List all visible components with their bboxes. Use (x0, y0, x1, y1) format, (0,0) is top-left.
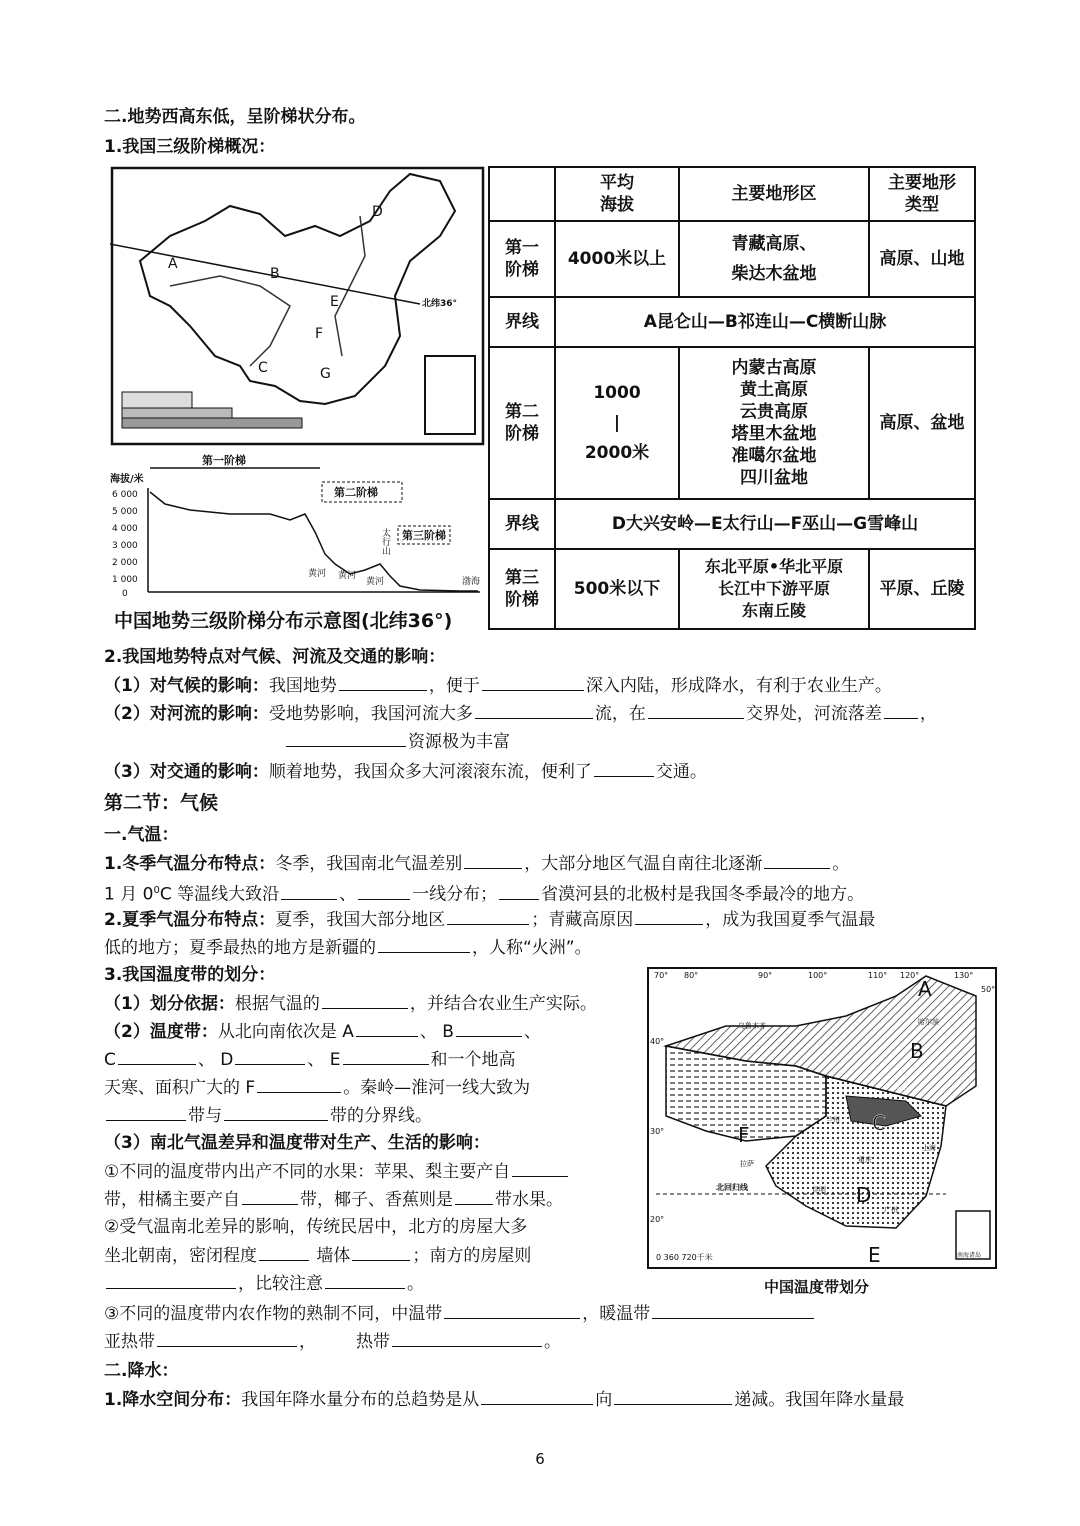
subsection-title-zones: 3.我国温度带的划分： (104, 965, 276, 985)
river-influence-line-2: 资源极为丰富 (284, 728, 510, 755)
zone-boundary-line: 带与 带的分界线。 (104, 1102, 432, 1129)
answer-blank[interactable] (259, 1242, 309, 1261)
map-label-a: A (168, 256, 178, 272)
lat-40: 40° (650, 1037, 665, 1046)
summer-line-2: 低的地方；夏季最热的地方是新疆的 ，人称“火洲”。 (104, 934, 592, 961)
lat-30: 30° (650, 1127, 665, 1136)
answer-blank[interactable] (352, 1242, 410, 1261)
answer-blank[interactable] (512, 1158, 568, 1177)
impact-title: （3）南北气温差异和温度带对生产、生活的影响： (104, 1133, 490, 1153)
boundary-text: D大兴安岭—E太行山—F巫山—G雪峰山 (555, 499, 975, 549)
section-title-climate: 第二节：气候 (104, 792, 219, 814)
zone-e: E (868, 1243, 881, 1267)
lon-90: 90° (758, 971, 773, 980)
boundary-label: 界线 (489, 297, 555, 347)
table-row (489, 499, 975, 549)
temperature-zone-map (646, 966, 998, 1276)
profile-ylabel: 海拔/米 (110, 474, 144, 485)
answer-blank[interactable] (286, 728, 406, 747)
answer-blank[interactable] (257, 1074, 341, 1093)
answer-blank[interactable] (499, 881, 539, 900)
table-row (489, 297, 975, 347)
zone-a: A (918, 977, 932, 1001)
answer-blank[interactable] (884, 700, 918, 719)
answer-blank[interactable] (447, 906, 529, 925)
zone-list-line-2: C 、 D 、 E 和一个地高 (104, 1046, 516, 1073)
answer-blank[interactable] (378, 934, 470, 953)
isotherm-line: 1 月 $0^0C$ 等温线大致沿 、 一线分布； 省漠河县的北极村是我国冬季最冷的地方。 (104, 878, 864, 908)
boundary-label: 界线 (489, 499, 555, 549)
place-kunming: 昆明 (812, 1186, 826, 1194)
ytick-6000: 6 000 (112, 490, 138, 500)
place-harbin: 哈尔滨 (918, 1018, 939, 1026)
ytick-1000: 1 000 (112, 575, 138, 585)
table-row (489, 549, 975, 629)
answer-blank[interactable] (325, 1270, 405, 1289)
lon-100: 100° (808, 971, 828, 980)
place-beijing: 北京 (896, 1086, 910, 1094)
house-line: ②受气温南北差异的影响，传统民居中，北方的房屋大多 (104, 1217, 528, 1237)
header-avg: 平均 海拔 (555, 167, 679, 221)
profile-step3: 第三阶梯 (402, 529, 446, 542)
header-type: 主要地形 类型 (869, 167, 975, 221)
crop-line-2: 亚热带 ， 热带 。 (104, 1328, 561, 1355)
profile-place-1: 黄河 (308, 569, 327, 579)
answer-blank[interactable] (118, 1046, 196, 1065)
step-avg: 1000 | 2000米 (555, 347, 679, 499)
ytick-2000: 2 000 (112, 558, 138, 568)
precipitation-line: 1.降水空间分布：我国年降水量分布的总趋势是从 向 递减。我国年降水量最 (104, 1386, 904, 1413)
step-type: 高原、盆地 (869, 347, 975, 499)
place-lhasa: 拉萨 (740, 1160, 754, 1168)
answer-blank[interactable] (464, 850, 522, 869)
profile-place-4: 渤海 (462, 577, 481, 587)
ytick-0: 0 (122, 589, 128, 599)
zone-basis-line: （1）划分依据：根据气温的 ，并结合农业生产实际。 (104, 990, 597, 1017)
answer-blank[interactable] (343, 1046, 429, 1065)
lon-110: 110° (868, 971, 888, 980)
answer-blank[interactable] (594, 758, 654, 777)
river-influence-line: （2）对河流的影响：受地势影响，我国河流大多 流，在 交界处，河流落差 ， (104, 700, 937, 727)
header-terrain: 主要地形区 (679, 167, 869, 221)
subsection-title-precipitation: 二.降水： (104, 1361, 179, 1381)
zone-list-line: （2）温度带：从北向南依次是 A 、 B 、 (104, 1018, 541, 1045)
answer-blank[interactable] (106, 1270, 236, 1289)
place-chongqing: 重庆 (858, 1156, 872, 1164)
answer-blank[interactable] (444, 1300, 580, 1319)
answer-blank[interactable] (281, 881, 337, 900)
winter-line: 1.冬季气温分布特点：冬季，我国南北气温差别 ，大部分地区气温自南往北逐渐 。 (104, 850, 849, 877)
answer-blank[interactable] (648, 700, 744, 719)
answer-blank[interactable] (322, 990, 408, 1009)
summer-line: 2.夏季气温分布特点：夏季，我国大部分地区 ；青藏高原因 ，成为我国夏季气温最 (104, 906, 875, 933)
answer-blank[interactable] (482, 672, 584, 691)
china-terrain-map (110, 166, 485, 446)
ytick-3000: 3 000 (112, 541, 138, 551)
answer-blank[interactable] (235, 1046, 305, 1065)
lat-20: 20° (650, 1215, 665, 1224)
lon-130: 130° (954, 971, 974, 980)
table-row (489, 347, 975, 499)
answer-blank[interactable] (764, 850, 830, 869)
step-name: 第一 阶梯 (489, 221, 555, 297)
lon-120: 120° (900, 971, 920, 980)
step-terrain: 东北平原•华北平原 长江中下游平原 东南丘陵 (679, 549, 869, 629)
traffic-influence-line: （3）对交通的影响：顺着地势，我国众多大河滚滚东流，便利了 交通。 (104, 758, 707, 785)
map-scale: 0 360 720千米 (656, 1253, 713, 1262)
step-type: 平原、丘陵 (869, 549, 975, 629)
place-urumqi: 乌鲁木齐 (738, 1022, 766, 1030)
answer-blank[interactable] (652, 1300, 814, 1319)
inset-label: 南海诸岛 (957, 1252, 982, 1259)
step-type: 高原、山地 (869, 221, 975, 297)
profile-caption: 中国地势三级阶梯分布示意图(北纬36°) (114, 610, 453, 632)
answer-blank[interactable] (614, 1386, 732, 1405)
profile-step2: 第二阶梯 (334, 486, 378, 499)
climate-influence-line: （1）对气候的影响：我国地势 ，便于 深入内陆，形成降水，有利于农业生产。 (104, 672, 892, 699)
answer-blank[interactable] (356, 1018, 418, 1037)
zone-map-caption: 中国温度带划分 (764, 1278, 870, 1296)
lon-80: 80° (684, 971, 699, 980)
place-lanzhou: 兰州 (826, 1116, 840, 1124)
step-avg: 500米以下 (555, 549, 679, 629)
place-guangzhou: 广州 (884, 1206, 898, 1214)
answer-blank[interactable] (455, 1186, 493, 1205)
latitude-label: 北纬36° (422, 299, 458, 309)
boundary-text: A昆仑山—B祁连山—C横断山脉 (555, 297, 975, 347)
profile-mountain: 太行山 (380, 528, 390, 555)
lon-70: 70° (654, 971, 669, 980)
ytick-4000: 4 000 (112, 524, 138, 534)
fruit-line-2: 带，柑橘主要产自 带，椰子、香蕉则是 带水果。 (104, 1186, 563, 1213)
crop-line: ③不同的温度带内农作物的熟制不同，中温带 ，暖温带 (104, 1300, 816, 1327)
step-terrain: 青藏高原、 柴达木盆地 (679, 221, 869, 297)
map-label-c: C (258, 360, 268, 376)
step-avg: 4000米以上 (555, 221, 679, 297)
answer-blank[interactable] (157, 1328, 297, 1347)
zone-b: B (910, 1039, 924, 1063)
elevation-profile (110, 452, 485, 602)
terrain-steps-table (488, 166, 976, 630)
zone-f: F (738, 1123, 750, 1147)
zone-list-line-3: 天寒、面积广大的 F 。秦岭—淮河一线大致为 (104, 1074, 530, 1101)
step-name: 第二 阶梯 (489, 347, 555, 499)
answer-blank[interactable] (635, 906, 703, 925)
map-label-d: D (372, 204, 383, 220)
step-name: 第三 阶梯 (489, 549, 555, 629)
answer-blank[interactable] (242, 1186, 298, 1205)
answer-blank[interactable] (358, 881, 410, 900)
profile-step1: 第一阶梯 (202, 454, 246, 467)
map-label-b: B (270, 266, 280, 282)
step-terrain: 内蒙古高原 黄土高原 云贵高原 塔里木盆地 准噶尔盆地 四川盆地 (679, 347, 869, 499)
zone-c: C (872, 1111, 886, 1135)
subsection-title-steps: 1.我国三级阶梯概况： (104, 137, 276, 157)
table-header (489, 167, 975, 221)
answer-blank[interactable] (339, 672, 427, 691)
lat-50: 50° (981, 985, 996, 994)
answer-blank[interactable] (106, 1102, 186, 1121)
answer-blank[interactable] (392, 1328, 542, 1347)
fruit-line: ①不同的温度带内出产不同的水果：苹果、梨主要产自 (104, 1158, 570, 1185)
table-row (489, 221, 975, 297)
page-number: 6 (535, 1450, 545, 1468)
map-label-f: F (315, 326, 324, 342)
answer-blank[interactable] (475, 700, 593, 719)
subsection-title-temperature: 一.气温： (104, 825, 179, 845)
house-line-3: ，比较注意 。 (104, 1270, 424, 1297)
tropic-label: 北回归线 (716, 1183, 748, 1192)
answer-blank[interactable] (456, 1018, 522, 1037)
profile-place-2: 黄河 (338, 571, 357, 581)
profile-place-3: 黄河 (366, 577, 385, 587)
ytick-5000: 5 000 (112, 507, 138, 517)
answer-blank[interactable] (224, 1102, 328, 1121)
zone-d: D (856, 1183, 872, 1207)
map-label-g: G (320, 366, 331, 382)
section-title-terrain: 二.地势西高东低，呈阶梯状分布。 (104, 107, 366, 127)
answer-blank[interactable] (481, 1386, 593, 1405)
map-label-e: E (330, 294, 339, 310)
place-shanghai: 上海 (922, 1144, 936, 1152)
subsection-title-influence: 2.我国地势特点对气候、河流及交通的影响： (104, 647, 446, 667)
house-line-2: 坐北朝南，密闭程度 墙体 ；南方的房屋则 (104, 1242, 531, 1269)
